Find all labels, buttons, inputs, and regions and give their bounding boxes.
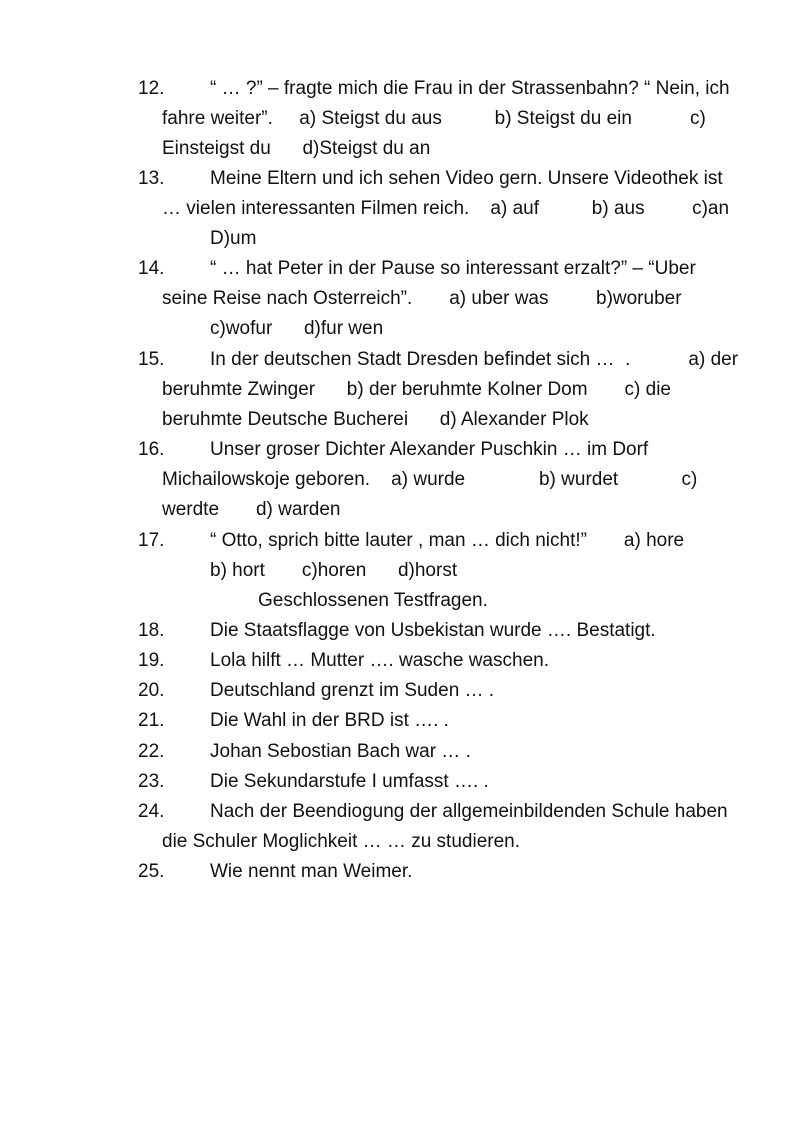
question-number: 14. xyxy=(138,258,165,279)
question-text: D)um xyxy=(210,228,257,249)
question-text: Unser groser Dichter Alexander Puschkin … im Dorf xyxy=(210,439,649,460)
question-text: Lola hilft … Mutter …. wasche waschen. xyxy=(210,650,549,671)
question-text: Michailowskoje geboren. a) wurde b) wurdet c) xyxy=(162,469,698,490)
question-text: Einsteigst du d)Steigst du an xyxy=(162,138,431,159)
question-text: Wie nennt man Weimer. xyxy=(210,861,413,882)
question-number: 21. xyxy=(138,710,165,731)
question-text: Die Sekundarstufe I umfasst …. . xyxy=(210,771,489,792)
question-number: 25. xyxy=(138,861,165,882)
question-text: … vielen interessanten Filmen reich. a) auf b) aus c)an xyxy=(162,198,730,219)
question-text: fahre weiter”. a) Steigst du aus b) Steigst du ein c) xyxy=(162,108,706,129)
question-text: Deutschland grenzt im Suden … . xyxy=(210,680,495,701)
question-number: 17. xyxy=(138,530,165,551)
question-text: b) hort c)horen d)horst xyxy=(210,560,458,581)
question-number: 18. xyxy=(138,620,165,641)
question-text: “ … hat Peter in der Pause so interessant erzalt?” – “Uber xyxy=(210,258,696,279)
question-number: 12. xyxy=(138,78,165,99)
question-text: Die Staatsflagge von Usbekistan wurde …. Bestatigt. xyxy=(210,620,656,641)
question-text: Meine Eltern und ich sehen Video gern. Unsere Videothek ist xyxy=(210,168,723,189)
question-text: werdte d) warden xyxy=(162,499,341,520)
question-number: 20. xyxy=(138,680,165,701)
question-text: “ Otto, sprich bitte lauter , man … dich nicht!” a) hore xyxy=(210,530,685,551)
question-text: seine Reise nach Osterreich”. a) uber was b)woruber xyxy=(162,288,682,309)
question-text: beruhmte Deutsche Bucherei d) Alexander Plok xyxy=(162,409,589,430)
question-text: Die Wahl in der BRD ist …. . xyxy=(210,710,449,731)
question-number: 13. xyxy=(138,168,165,189)
question-text: beruhmte Zwinger b) der beruhmte Kolner Dom c) die xyxy=(162,379,671,400)
question-text: “ … ?” – fragte mich die Frau in der Strassenbahn? “ Nein, ich xyxy=(210,78,730,99)
question-number: 24. xyxy=(138,801,165,822)
question-text: c)wofur d)fur wen xyxy=(210,318,384,339)
question-text: die Schuler Moglichkeit … … zu studieren. xyxy=(162,831,520,852)
section-heading: Geschlossenen Testfragen. xyxy=(258,590,488,611)
question-text: Nach der Beendiogung der allgemeinbildenden Schule haben xyxy=(210,801,728,822)
question-number: 23. xyxy=(138,771,165,792)
question-number: 16. xyxy=(138,439,165,460)
question-number: 15. xyxy=(138,349,165,370)
question-number: 19. xyxy=(138,650,165,671)
question-text: Johan Sebostian Bach war … . xyxy=(210,741,471,762)
question-number: 22. xyxy=(138,741,165,762)
question-text: In der deutschen Stadt Dresden befindet sich … . a) der xyxy=(210,349,739,370)
